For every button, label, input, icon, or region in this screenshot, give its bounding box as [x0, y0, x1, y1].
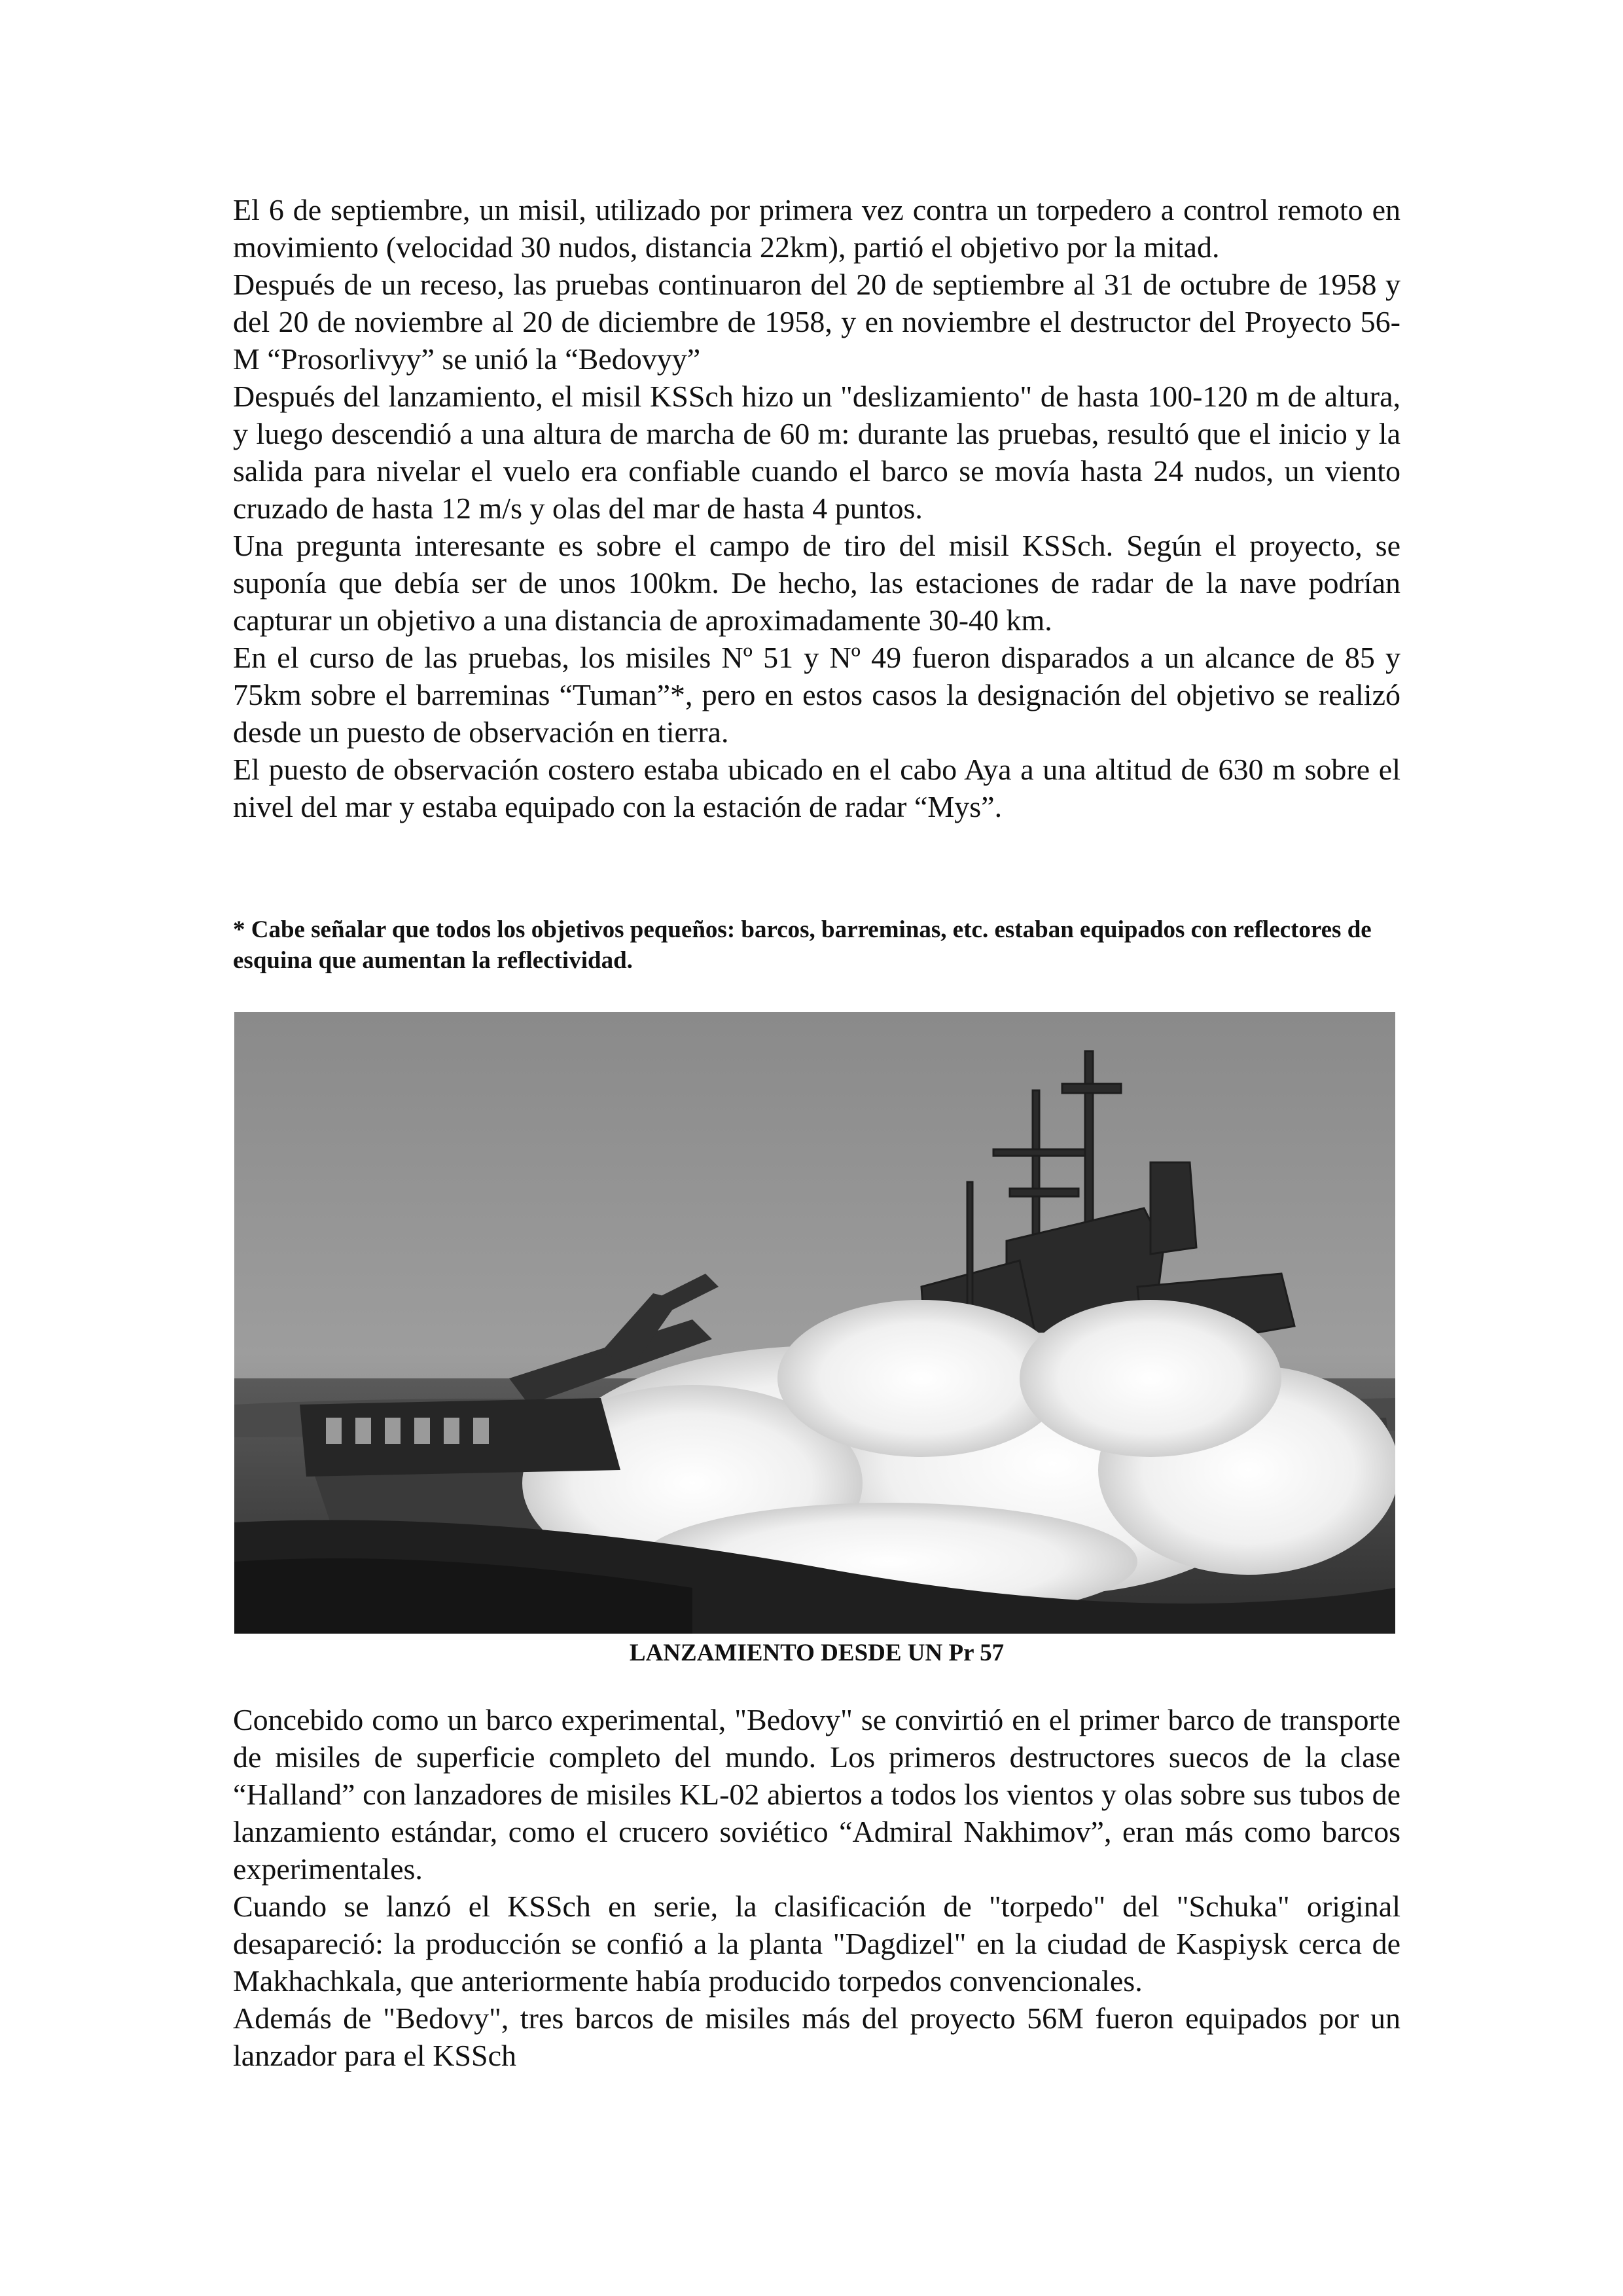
- paragraph: Concebido como un barco experimental, "Bedovy" se convirtió en el primer barco de transporte de misiles de superficie completo del mundo. Los primeros destructores suecos de la clase “Halland” con lanzadores de misiles KL-02 abiertos a todos los vientos y olas sobre sus tubos de lanzamiento estándar, como el crucero soviético “Admiral Nakhimov”, eran más como barcos experimentales.: [233, 1703, 1400, 1886]
- footnote: * Cabe señalar que todos los objetivos pequeños: barcos, barreminas, etc. estaban equipados con reflectores de esquina que aumentan la reflectividad.: [233, 916, 1372, 974]
- paragraph: Después de un receso, las pruebas continuaron del 20 de septiembre al 31 de octubre de 1958 y del 20 de noviembre al 20 de diciembre de 1958, y en noviembre el destructor del Proyecto 56-M “Prosorlivyy” se unió la “Bedovyy”: [233, 268, 1400, 376]
- paragraph: El 6 de septiembre, un misil, utilizado por primera vez contra un torpedero a control remoto en movimiento (velocidad 30 nudos, distancia 22km), partió el objetivo por la mitad.: [233, 193, 1400, 264]
- paragraph: Después del lanzamiento, el misil KSSch hizo un "deslizamiento" de hasta 100-120 m de altura, y luego descendió a una altura de marcha de 60 m: durante las pruebas, resultó que el inicio y la salida para nivelar el vuelo era confiable cuando el barco se movía hasta 24 nudos, un viento cruzado de hasta 12 m/s y olas del mar de hasta 4 puntos.: [233, 380, 1400, 525]
- paragraph: El puesto de observación costero estaba ubicado en el cabo Aya a una altitud de 630 m sobre el nivel del mar y estaba equipado con la estación de radar “Mys”.: [233, 753, 1400, 823]
- paragraph: Además de "Bedovy", tres barcos de misiles más del proyecto 56M fueron equipados por un lanzador para el KSSch: [233, 2001, 1400, 2072]
- ship-launch-photo: [234, 1012, 1395, 1634]
- paragraph: Cuando se lanzó el KSSch en serie, la clasificación de "torpedo" del "Schuka" original desapareció: la producción se confió a la planta "Dagdizel" en la ciudad de Kaspiysk cerca de Makhachkala, que anteriormente había producido torpedos convencionales.: [233, 1890, 1400, 1998]
- section-2: [233, 1701, 1400, 2074]
- paragraph: Una pregunta interesante es sobre el campo de tiro del misil KSSch. Según el proyecto, se suponía que debía ser de unos 100km. De hecho, las estaciones de radar de la nave podrían capturar un objetivo a una distancia de aproximadamente 30-40 km.: [233, 529, 1400, 637]
- section-1: [233, 191, 1400, 825]
- paragraph: En el curso de las pruebas, los misiles Nº 51 y Nº 49 fueron disparados a un alcance de 85 y 75km sobre el barreminas “Tuman”*, pero en estos casos la designación del objetivo se realizó desde un puesto de observación en tierra.: [233, 641, 1400, 749]
- figure-caption: LANZAMIENTO DESDE UN Pr 57: [629, 1640, 1005, 1666]
